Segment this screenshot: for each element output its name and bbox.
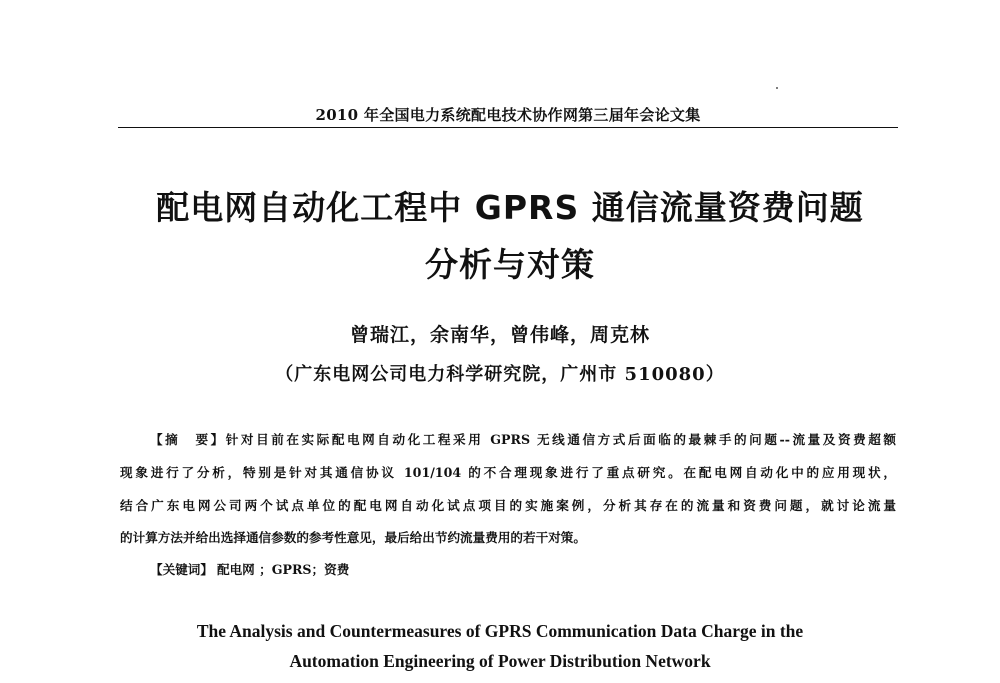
paper-title-line-1: 配电网自动化工程中 GPRS 通信流量资费问题 [156, 188, 864, 227]
paper-title-line-2: 分析与对策 [425, 245, 595, 284]
affiliation: （广东电网公司电力科学研究院，广州市 510080） [275, 364, 725, 385]
keywords [150, 559, 349, 578]
english-title-line-2: Automation Engineering of Power Distribution Network [289, 651, 711, 671]
scan-speck [776, 87, 778, 89]
header-rule [118, 127, 898, 128]
running-header: 2010 年全国电力系统配电技术协作网第三届年会论文集 [315, 106, 701, 124]
keywords-label: 【关键词】 [150, 562, 213, 577]
abstract-line-1: 【摘 要】针对目前在实际配电网自动化工程采用 GPRS 无线通信方式后面临的最棘手的问题--流量及资费超额 [150, 432, 896, 447]
keywords-value: 配电网 ；GPRS；资费 [216, 562, 350, 577]
authors: 曾瑞江，余南华，曾伟峰，周克林 [349, 324, 650, 346]
abstract-line-4: 的计算方法并给出选择通信参数的参考性意见，最后给出节约流量费用的若干对策。 [120, 530, 586, 545]
english-title-line-1: The Analysis and Countermeasures of GPRS Communication Data Charge in the [196, 621, 804, 641]
abstract-line-2: 现象进行了分析，特别是针对其通信协议 101/104 的不合理现象进行了重点研究。在配电网自动化中的应用现状， [120, 465, 896, 480]
abstract-line-3: 结合广东电网公司两个试点单位的配电网自动化试点项目的实施案例，分析其存在的流量和资费问题，就讨论流量 [120, 498, 896, 513]
